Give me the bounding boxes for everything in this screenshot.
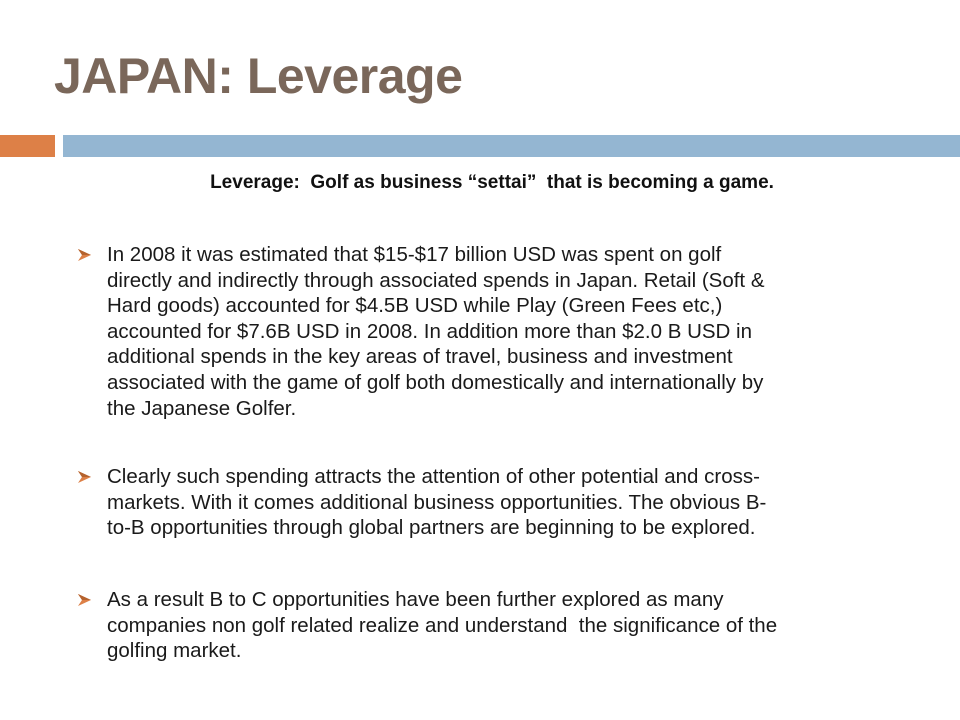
bullet-line: Clearly such spending attracts the attention of other potential and cross- xyxy=(107,465,760,488)
bullet-line: As a result B to C opportunities have been further explored as many xyxy=(107,588,724,611)
bullet-text xyxy=(107,587,777,664)
title-divider-accent-bar xyxy=(0,135,55,157)
bullet-line: associated with the game of golf both domestically and internationally by xyxy=(107,370,764,394)
arrowhead-bullet-icon xyxy=(78,594,91,606)
bullet-line: the Japanese Golfer. xyxy=(107,396,297,420)
bullet-line: golfing market. xyxy=(107,639,242,663)
slide-subtitle: Leverage: Golf as business “settai” that is becoming a game. xyxy=(210,172,774,193)
bullet-line: accounted for $7.6B USD in 2008. In addition more than $2.0 B USD in xyxy=(107,319,752,343)
bullet-line: additional spends in the key areas of travel, business and investment xyxy=(107,345,733,369)
bullet-text xyxy=(107,242,765,421)
bullet-line: directly and indirectly through associated spends in Japan. Retail (Soft & xyxy=(107,268,765,292)
bullet-line: In 2008 it was estimated that $15-$17 billion USD was spent on golf xyxy=(107,243,722,266)
bullet-line: Hard goods) accounted for $4.5B USD while Play (Green Fees etc,) xyxy=(107,294,723,318)
bullet-line: companies non golf related realize and understand the significance of the xyxy=(107,613,778,637)
bullet-line: markets. With it comes additional business opportunities. The obvious B- xyxy=(107,490,767,514)
arrowhead-bullet-icon xyxy=(78,471,91,483)
slide-title: JAPAN: Leverage xyxy=(54,48,463,104)
arrowhead-bullet-icon xyxy=(78,249,91,261)
bullet-text xyxy=(107,464,766,541)
title-divider-bar xyxy=(63,135,960,157)
bullet-line: to-B opportunities through global partners are beginning to be explored. xyxy=(107,516,756,540)
